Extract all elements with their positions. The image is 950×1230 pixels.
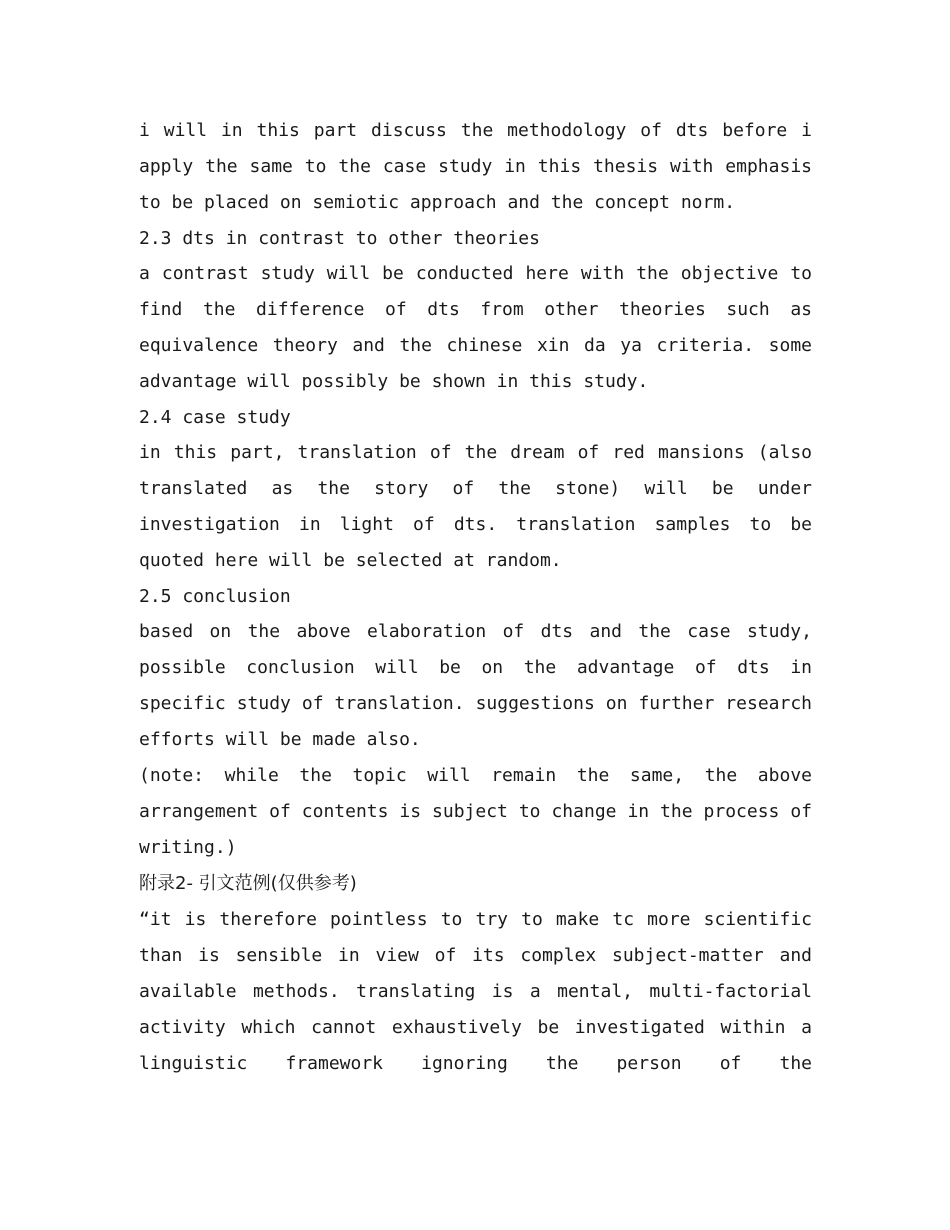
note-paragraph: (note: while the topic will remain the same, the above arrangement of contents is subject to change in the process of writing.) [139,765,812,858]
quotation-paragraph: “it is therefore pointless to try to make tc more scientific than is sensible in view of its complex subject-matter and available methods. translating is a mental, multi-factorial activity which cannot exhaustively be investigated within a linguistic framework ignoring the person of the [139,909,812,1074]
intro-paragraph: i will in this part discuss the methodology of dts before i apply the same to the case study in this thesis with emphasis to be placed on semiotic approach and the concept norm. [139,120,812,213]
section-2-5-body: based on the above elaboration of dts and the case study, possible conclusion will be on the advantage of dts in specific study of translation. suggestions on further research efforts will be made also. [139,621,812,750]
section-2-5-heading: 2.5 conclusion [139,586,291,607]
section-2-4-heading: 2.4 case study [139,407,291,428]
section-2-3-body: a contrast study will be conducted here with the objective to find the difference of dts from other theories such as equivalence theory and the chinese xin da ya criteria. some advantage will possibly be shown in this study. [139,263,812,392]
section-2-3-heading: 2.3 dts in contrast to other theories [139,228,540,249]
appendix-heading: 附录2- 引文范例(仅供参考) [139,873,357,894]
document-body [139,113,812,1082]
section-2-4-body: in this part, translation of the dream of red mansions (also translated as the story of the stone) will be under investigation in light of dts. translation samples to be quoted here will be selected at random. [139,442,812,571]
